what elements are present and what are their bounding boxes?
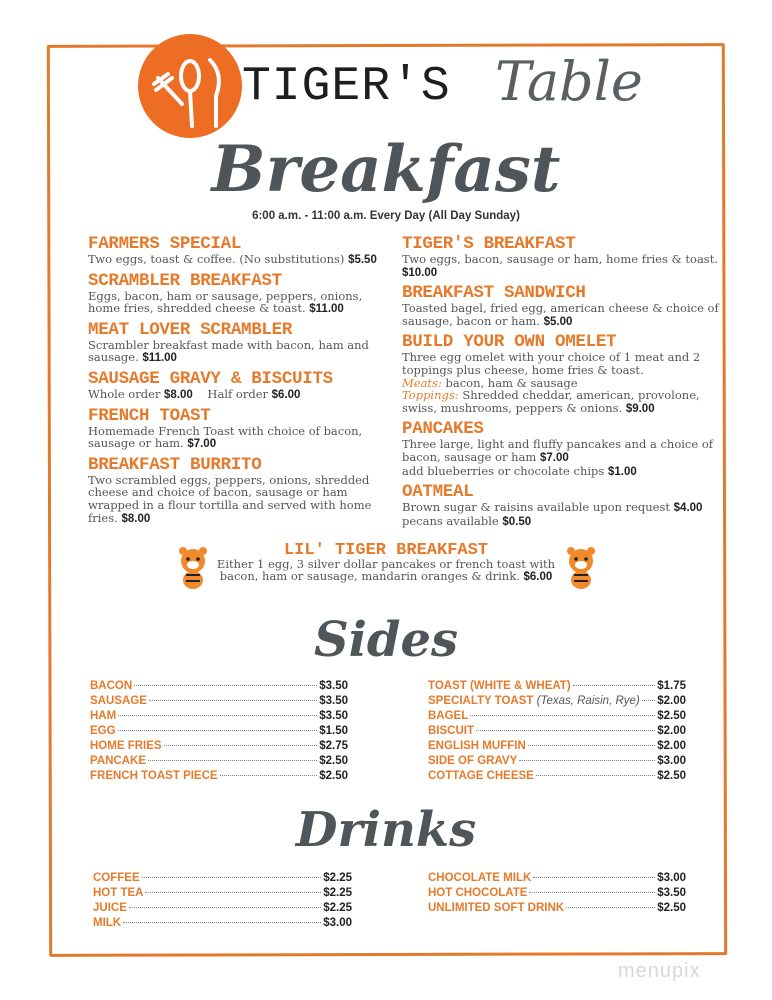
menu-item: [88, 236, 380, 267]
item-price: $2.50: [657, 902, 686, 914]
item-description: bacon, ham or sausage, mandarin oranges & drink.: [219, 569, 520, 584]
item-price: $5.00: [543, 315, 573, 328]
item-description: [402, 351, 722, 415]
item-name: [90, 769, 218, 784]
item-name: [90, 694, 147, 709]
item-text: Two eggs, toast & coffee. (No substitutions): [88, 252, 349, 266]
item-name: TIGER'S BREAKFAST: [402, 234, 576, 254]
item-price: $2.25: [323, 887, 352, 899]
dot-leader: [536, 775, 655, 776]
item-name: SCRAMBLER BREAKFAST: [88, 270, 282, 291]
item-description: Either 1 egg, 3 silver dollar pancakes or french toast with: [216, 556, 556, 571]
item-price: $4.00: [673, 502, 703, 515]
list-row: [428, 754, 686, 769]
item-text: Scrambler breakfast made with bacon, ham and sausage.: [88, 337, 369, 365]
drinks-left-list: [93, 871, 352, 931]
item-name-text: BACON: [90, 680, 133, 692]
list-row: [90, 679, 348, 694]
item-description: [88, 474, 380, 525]
item-text: Toasted bagel, fried egg, american cheese & choice of sausage, bacon or ham.: [402, 301, 719, 328]
list-row: [428, 679, 686, 694]
item-price: $1.00: [607, 465, 637, 478]
menu-item: [88, 368, 380, 402]
item-price: $3.50: [657, 887, 686, 899]
menu-item: [88, 454, 380, 525]
item-name: BREAKFAST BURRITO: [88, 454, 262, 475]
list-row: [93, 901, 352, 916]
menu-item: [402, 236, 722, 279]
item-name: [428, 754, 517, 769]
list-row: [93, 871, 352, 886]
list-row: [428, 709, 686, 724]
item-price: $7.00: [187, 438, 217, 451]
item-name: [93, 871, 140, 886]
item-name: [90, 709, 116, 724]
item-text: Shredded cheddar, american, provolone, swiss, mushrooms, peppers & onions.: [402, 388, 700, 415]
item-name: FARMERS SPECIAL: [88, 234, 242, 254]
list-row: [90, 769, 348, 784]
item-description: [88, 425, 380, 451]
menu-item: [88, 405, 380, 451]
item-name: [428, 769, 534, 784]
item-price: $2.75: [319, 740, 348, 752]
dot-leader: [642, 700, 655, 701]
item-name: [90, 754, 146, 769]
item-name-text: SPECIALTY TOAST: [428, 695, 534, 707]
item-name-text: FRENCH TOAST PIECE: [90, 770, 218, 782]
item-text: Three egg omelet with your choice of 1 meat and 2 toppings plus cheese, home fries & toast.: [402, 350, 701, 377]
item-name: [90, 739, 162, 754]
item-text: add blueberries or chocolate chips: [402, 463, 608, 478]
dot-leader: [566, 907, 655, 908]
list-row: [90, 694, 348, 709]
list-row: [90, 739, 348, 754]
item-price: $6.00: [523, 571, 553, 584]
breakfast-right-column: [402, 236, 722, 534]
item-name-text: HAM: [90, 710, 117, 722]
logo-name: TIGER'S: [242, 60, 451, 114]
item-name: [428, 679, 571, 694]
item-name-text: MILK: [93, 917, 122, 929]
item-name: LIL' TIGER BREAKFAST: [283, 541, 489, 560]
menu-item: [402, 285, 722, 328]
dot-leader: [148, 760, 317, 761]
dot-leader: [470, 715, 655, 716]
item-name-text: UNLIMITED SOFT DRINK: [428, 902, 565, 914]
list-row: [90, 709, 348, 724]
item-text: Two scrambled eggs, peppers, onions, shredded cheese and choice of bacon, sausage or ham wrapped in a flour tortilla and served with home fries.: [88, 472, 372, 525]
menu-item: [88, 270, 380, 316]
dot-leader: [476, 730, 655, 731]
item-price: $1.75: [657, 680, 686, 692]
list-row: [428, 871, 686, 886]
lil-tiger-breakfast: [0, 541, 772, 584]
item-name-text: SAUSAGE: [90, 695, 147, 707]
watermark: menupix: [618, 960, 701, 982]
item-name: [428, 739, 526, 754]
menu-item: [402, 484, 722, 528]
list-row: [90, 754, 348, 769]
logo-utensils-icon: [138, 34, 242, 138]
item-name: [93, 916, 121, 931]
item-name-text: SIDE OF GRAVY: [428, 755, 518, 767]
item-price: $11.00: [309, 303, 344, 316]
dot-leader: [573, 685, 656, 686]
item-price: $2.00: [657, 740, 686, 752]
item-text: bacon, ham & sausage: [445, 375, 578, 390]
item-price: $2.00: [657, 695, 686, 707]
list-row: [93, 886, 352, 901]
item-price: $3.00: [657, 755, 686, 767]
dot-leader: [533, 877, 655, 878]
item-name: SAUSAGE GRAVY & BISCUITS: [88, 368, 333, 389]
item-label: Meats:: [402, 375, 446, 390]
item-name: FRENCH TOAST: [88, 405, 211, 426]
dot-leader: [129, 907, 321, 908]
item-text: Whole order: [88, 386, 165, 401]
dot-leader: [519, 760, 655, 761]
item-price: $3.50: [319, 710, 348, 722]
dot-leader: [118, 715, 317, 716]
breakfast-left-column: [88, 236, 380, 531]
item-price: $3.00: [323, 917, 352, 929]
menu-item: [402, 334, 722, 415]
item-price: $2.50: [319, 770, 348, 782]
item-name-text: HOT CHOCOLATE: [428, 887, 528, 899]
item-price: $8.00: [121, 512, 151, 525]
dot-leader: [123, 922, 321, 923]
item-price: $11.00: [142, 352, 177, 365]
list-row: [428, 694, 686, 709]
item-price: $1.50: [319, 725, 348, 737]
item-price: $2.50: [657, 710, 686, 722]
item-name: PANCAKES: [402, 419, 484, 440]
item-price: $3.50: [319, 695, 348, 707]
item-name-text: COTTAGE CHEESE: [428, 770, 534, 782]
sides-left-list: [90, 679, 348, 784]
item-price: $10.00: [402, 266, 438, 279]
list-row: [428, 886, 686, 901]
item-text: Brown sugar & raisins available upon request: [402, 500, 674, 515]
item-description: [88, 290, 380, 316]
item-name-text: EGG: [90, 725, 116, 737]
item-name: [90, 679, 132, 694]
item-text: pecans available: [402, 513, 503, 528]
item-name-text: JUICE: [93, 902, 127, 914]
item-name: [428, 709, 468, 724]
item-text: Eggs, bacon, ham or sausage, peppers, onions, home fries, shredded cheese & toast.: [88, 288, 363, 316]
item-name-text: BAGEL: [428, 710, 469, 722]
item-text: Two eggs, bacon, sausage or ham, home fries & toast.: [402, 252, 718, 266]
sides-title: Sides: [313, 612, 459, 668]
item-name: [428, 901, 564, 916]
dot-leader: [149, 700, 317, 701]
sides-right-list: [428, 679, 686, 784]
item-price: $5.50: [348, 254, 377, 266]
item-description: [88, 253, 380, 267]
hours: 6:00 a.m. - 11:00 a.m. Every Day (All Day Sunday): [252, 210, 520, 222]
item-price: $2.00: [657, 725, 686, 737]
item-name-text: HOME FRIES: [90, 740, 162, 752]
item-price: $9.00: [625, 402, 655, 415]
item-name: [93, 901, 127, 916]
item-name: MEAT LOVER SCRAMBLER: [88, 319, 293, 340]
item-price: $0.50: [502, 515, 532, 528]
item-price: $2.50: [657, 770, 686, 782]
dot-leader: [118, 730, 318, 731]
item-name-text: HOT TEA: [93, 887, 144, 899]
item-description: [88, 339, 380, 365]
item-description: [88, 388, 380, 402]
dot-leader: [164, 745, 318, 746]
item-name: [428, 871, 531, 886]
item-label: Toppings:: [402, 388, 463, 403]
item-name: [428, 886, 527, 901]
list-row: [428, 724, 686, 739]
item-name-text: ENGLISH MUFFIN: [428, 740, 526, 752]
item-description: [402, 253, 722, 279]
item-text: Half order: [192, 386, 272, 401]
dot-leader: [528, 745, 655, 746]
dot-leader: [529, 892, 655, 893]
item-description: [402, 438, 722, 478]
item-description: [402, 302, 722, 328]
item-name-text: TOAST (WHITE & WHEAT): [428, 680, 571, 692]
item-name: BUILD YOUR OWN OMELET: [402, 332, 617, 353]
item-text: Three large, light and fluffy pancakes and a choice of bacon, sausage or ham: [402, 437, 714, 464]
item-note: (Texas, Raisin, Rye): [536, 695, 640, 707]
item-description: [402, 501, 722, 528]
item-text: Homemade French Toast with choice of bacon, sausage or ham.: [88, 423, 363, 451]
dot-leader: [220, 775, 318, 776]
item-name-text: CHOCOLATE MILK: [428, 872, 532, 884]
item-name: [90, 724, 116, 739]
item-price: $8.00: [164, 388, 193, 401]
drinks-title: Drinks: [295, 802, 477, 858]
breakfast-title: Breakfast: [211, 132, 561, 207]
item-price: $2.25: [323, 902, 352, 914]
item-name-text: BISCUIT: [428, 725, 474, 737]
list-row: [428, 769, 686, 784]
item-name-text: COFFEE: [93, 872, 140, 884]
logo-script: Table: [495, 50, 643, 113]
item-name: [428, 694, 640, 709]
item-price: $6.00: [271, 388, 301, 401]
item-price: $7.00: [539, 451, 569, 464]
item-name: [428, 724, 474, 739]
list-row: [90, 724, 348, 739]
item-price: $2.25: [323, 872, 352, 884]
menu-item: [402, 421, 722, 478]
item-name-text: PANCAKE: [90, 755, 147, 767]
menu-item: [88, 319, 380, 365]
dot-leader: [145, 892, 321, 893]
item-name: [93, 886, 143, 901]
list-row: [428, 901, 686, 916]
item-price: $3.00: [657, 872, 686, 884]
item-name: BREAKFAST SANDWICH: [402, 283, 586, 304]
dot-leader: [134, 685, 317, 686]
list-row: [93, 916, 352, 931]
dot-leader: [142, 877, 322, 878]
drinks-right-list: [428, 871, 686, 916]
item-price: $2.50: [319, 755, 348, 767]
item-price: $3.50: [319, 680, 348, 692]
item-name: OATMEAL: [402, 482, 474, 503]
list-row: [428, 739, 686, 754]
